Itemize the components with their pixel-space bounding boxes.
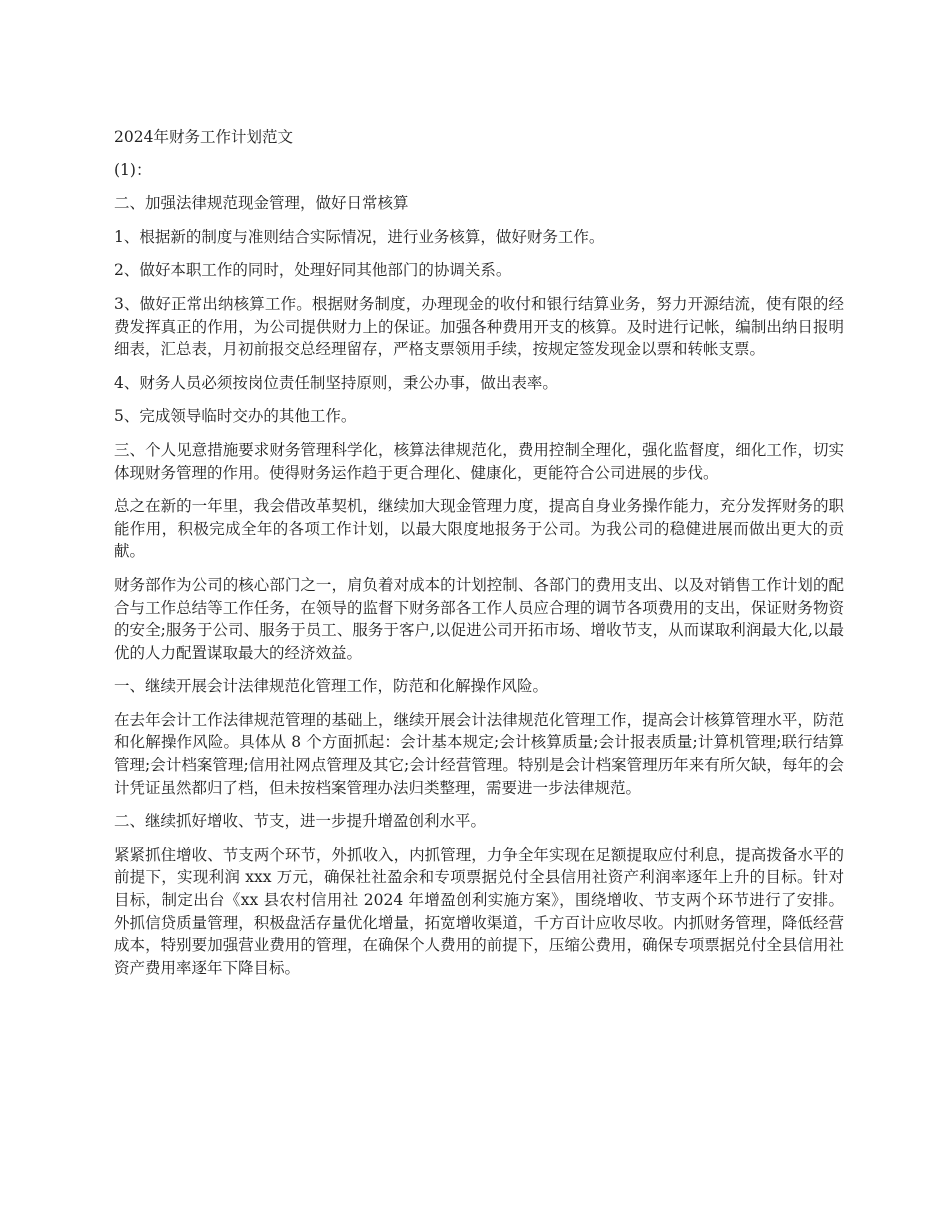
paragraph: 3、做好正常出纳核算工作。根据财务制度，办理现金的收付和银行结算业务，努力开源结流，使有限的经费发挥真正的作用，为公司提供财力上的保证。加强各种费用开支的核算。及时进行记帐，编制出纳日报明细表，汇总表，月初前报交总经理留存，严格支票领用手续，按规定签发现金以票和转帐支票。 (114, 294, 844, 359)
paragraph: 二、加强法律规范现金管理，做好日常核算 (114, 194, 409, 213)
paragraph: 紧紧抓住增收、节支两个环节，外抓收入，内抓管理，力争全年实现在足额提取应付利息，提高拨备水平的前提下，实现利润 xxx 万元，确保社社盈余和专项票据兑付全县信用社资产利润率逐年上升的目标。针对目标，制定出台《xx 县农村信用社 2024 年增盈创利实施方案》，围绕增收、节支两个环节进行了安排。外抓信贷质量管理，积极盘活存量优化增量，拓宽增收渠道，千方百计应收尽收。内抓财务管理，降低经营成本，特别要加强营业费用的管理，在确保个人费用的前提下，压缩公费用，确保专项票据兑付全县信用社资产费用率逐年下降目标。 (114, 845, 844, 977)
paragraph: (1)： (114, 160, 152, 179)
paragraph: 总之在新的一年里，我会借改革契机，继续加大现金管理力度，提高自身业务操作能力，充分发挥财务的职能作用，积极完成全年的各项工作计划，以最大限度地报务于公司。为我公司的稳健进展而做出更大的贡献。 (114, 497, 844, 561)
paragraph: 在去年会计工作法律规范管理的基础上，继续开展会计法律规范化管理工作，提高会计核算管理水平，防范和化解操作风险。具体从 8 个方面抓起：会计基本规定;会计核算质量;会计报表质量;计算机管理;联行结算管理;会计档案管理;信用社网点管理及其它;会计经营管理。特别是会计档案管理历年来有所欠缺，每年的会计凭证虽然都归了档，但未按档案管理办法归类整理，需要进一步法律规范。 (114, 710, 844, 797)
paragraph: 二、继续抓好增收、节支，进一步提升增盈创利水平。 (114, 812, 487, 831)
paragraph: 一、继续开展会计法律规范化管理工作，防范和化解操作风险。 (114, 677, 549, 696)
paragraph: 三、个人见意措施要求财务管理科学化，核算法律规范化，费用控制全理化，强化监督度，细化工作，切实体现财务管理的作用。使得财务运作趋于更合理化、健康化，更能符合公司进展的步伐。 (114, 440, 844, 482)
paragraph: 1、根据新的制度与准则结合实际情况，进行业务核算，做好财务工作。 (114, 227, 605, 246)
paragraph: 4、财务人员必须按岗位责任制坚持原则，秉公办事，做出表率。 (114, 373, 558, 392)
paragraph: 5、完成领导临时交办的其他工作。 (114, 407, 357, 426)
document-body (114, 126, 844, 990)
paragraph: 财务部作为公司的核心部门之一，肩负着对成本的计划控制、各部门的费用支出、以及对销售工作计划的配合与工作总结等工作任务，在领导的监督下财务部各工作人员应合理的调节各项费用的支出，保证财务物资的安全;服务于公司、服务于员工、服务于客户,以促进公司开拓市场、增收节支，从而谋取利润最大化,以最优的人力配置谋取最大的经济效益。 (114, 575, 844, 662)
paragraph: 2、做好本职工作的同时，处理好同其他部门的协调关系。 (114, 261, 512, 280)
document-title: 2024年财务工作计划范文 (114, 128, 293, 146)
